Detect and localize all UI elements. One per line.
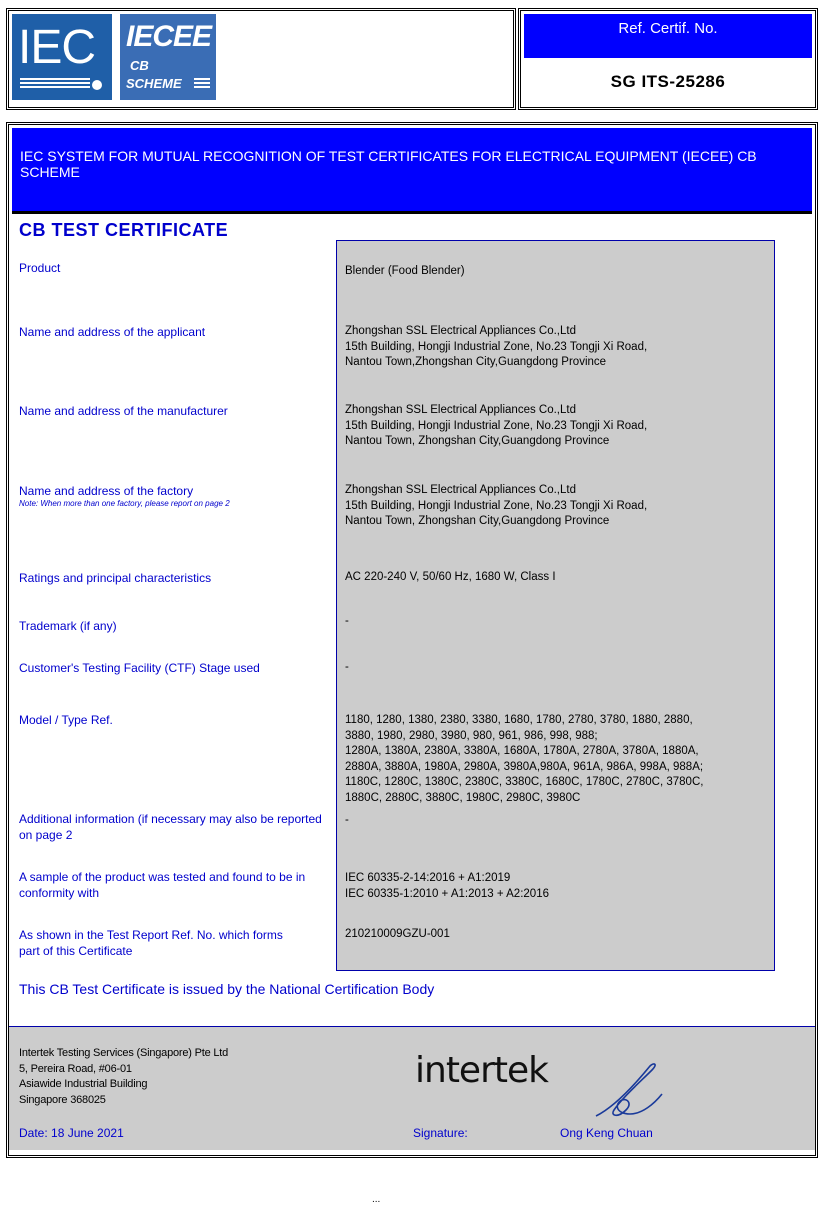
ctf-value: - xyxy=(345,661,349,673)
product-value: Blender (Food Blender) xyxy=(345,265,465,277)
scheme-banner: IEC SYSTEM FOR MUTUAL RECOGNITION OF TEST CERTIFICATES FOR ELECTRICAL EQUIPMENT (IECEE) CB SCHEME xyxy=(12,128,812,214)
ratings-value: AC 220-240 V, 50/60 Hz, 1680 W, Class I xyxy=(345,571,556,583)
ref-number: SG ITS-25286 xyxy=(610,72,726,91)
ref-label: Ref. Certif. No. xyxy=(524,14,812,58)
intertek-logo: intertek xyxy=(415,1050,548,1091)
report-label: As shown in the Test Report Ref. No. which forms part of this Certificate xyxy=(19,928,283,958)
signature-label: Signature: xyxy=(413,1126,468,1140)
page-marker: ... xyxy=(372,1194,381,1205)
certificate-title: CB TEST CERTIFICATE xyxy=(19,220,229,240)
iec-logo xyxy=(12,14,112,100)
applicant-label: Name and address of the applicant xyxy=(19,325,206,339)
issue-date: Date: 18 June 2021 xyxy=(19,1126,124,1140)
manufacturer-value: Zhongshan SSL Electrical Appliances Co.,Ltd 15th Building, Hongji Industrial Zone, No.23 Tongji Xi Road, Nantou Town, Zhongshan City,Guangdong Province xyxy=(345,404,648,447)
iecee-logo-scheme: SCHEME xyxy=(126,76,182,91)
conformity-value: IEC 60335-2-14:2016 + A1:2019 IEC 60335-1:2010 + A1:2013 + A2:2016 xyxy=(345,872,549,900)
factory-label xyxy=(19,483,329,509)
issuer-address: Intertek Testing Services (Singapore) Pte Ltd 5, Pereira Road, #06-01 Asiawide Industrial Building Singapore 368025 xyxy=(19,1047,229,1106)
conformity-label: A sample of the product was tested and found to be in conformity with xyxy=(19,870,306,900)
factory-value: Zhongshan SSL Electrical Appliances Co.,Ltd 15th Building, Hongji Industrial Zone, No.23 Tongji Xi Road, Nantou Town, Zhongshan City,Guangdong Province xyxy=(345,484,648,527)
applicant-value: Zhongshan SSL Electrical Appliances Co.,Ltd 15th Building, Hongji Industrial Zone, No.23 Tongji Xi Road, Nantou Town,Zhongshan City,Guangdong Province xyxy=(345,325,648,368)
model-value: 1180, 1280, 1380, 2380, 3380, 1680, 1780, 2780, 3780, 1880, 2880, 3880, 1980, 2980, 3980, 980, 961, 986, 998, 988; 1280A, 1380A, 2380A, 3380A, 1680A, 1780A, 2780A, 3780A, 1880A, 2880A, 3880A, 1980A, 2980A, 3980A,980A, 961A, 986A, 998A, 988A; 1180C, 1280C, 1380C, 2380C, 3380C, 1680C, 1780C, 2780C, 3780C, 1880C, 2880C, 3880C, 1980C, 2980C, 3980C xyxy=(345,714,704,804)
additional-label: Additional information (if necessary may also be reported on page 2 xyxy=(19,812,322,842)
trademark-label: Trademark (if any) xyxy=(19,619,117,633)
model-label: Model / Type Ref. xyxy=(19,713,113,727)
factory-label-text: Name and address of the factory xyxy=(19,484,194,498)
iecee-logo-cb: CB xyxy=(130,58,149,73)
product-label: Product xyxy=(19,261,61,275)
factory-note: Note: When more than one factory, please report on page 2 xyxy=(19,499,230,508)
issued-by-statement: This CB Test Certificate is issued by the National Certification Body xyxy=(19,981,435,997)
iecee-logo-title: IECEE xyxy=(126,20,212,53)
report-value: 210210009GZU-001 xyxy=(345,928,450,940)
trademark-value: - xyxy=(345,615,349,627)
ref-certificate-box xyxy=(518,8,818,110)
ctf-label: Customer's Testing Facility (CTF) Stage used xyxy=(19,661,260,675)
additional-value: - xyxy=(345,814,349,826)
iecee-cb-scheme-logo xyxy=(120,14,216,100)
signature-mark xyxy=(592,1058,664,1122)
ratings-label: Ratings and principal characteristics xyxy=(19,571,212,585)
manufacturer-label: Name and address of the manufacturer xyxy=(19,404,228,418)
signatory-name: Ong Keng Chuan xyxy=(560,1126,653,1140)
iec-logo-text: IEC xyxy=(18,21,96,74)
